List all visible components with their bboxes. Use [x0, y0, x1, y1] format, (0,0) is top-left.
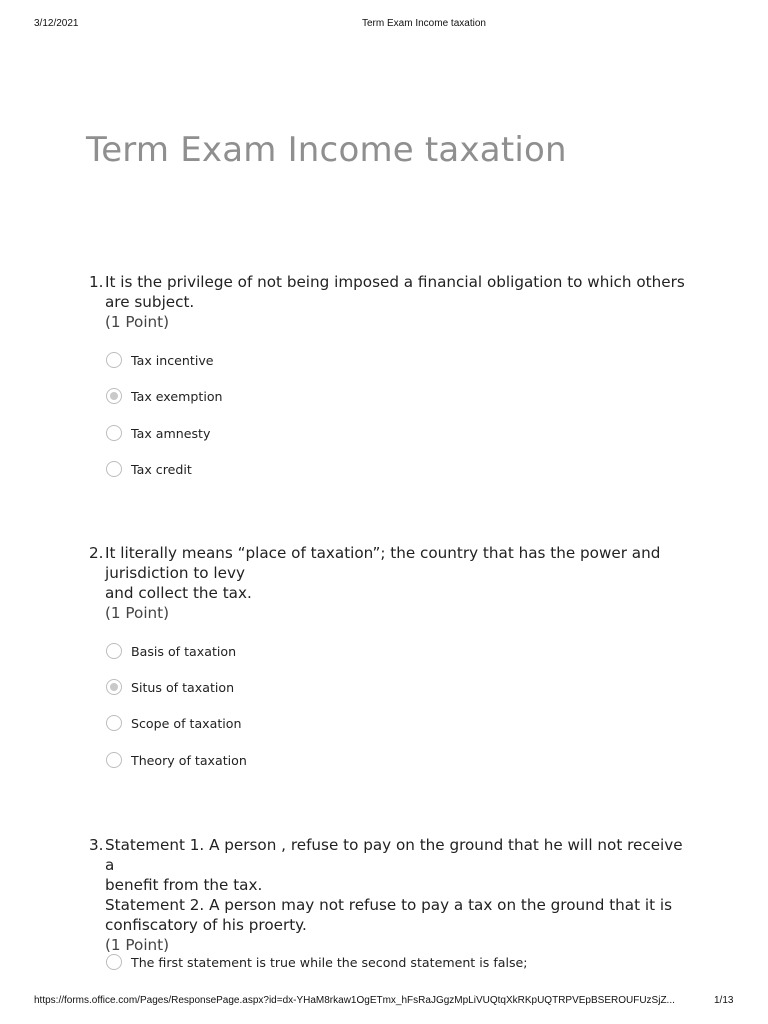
option-scope-of-taxation[interactable] [106, 713, 241, 733]
question-2-text [89, 543, 689, 623]
print-date: 3/12/2021 [34, 18, 79, 29]
question-line: It literally means “place of taxation”; the country that has the power and [105, 544, 661, 562]
question-points: (1 Point) [105, 604, 170, 622]
question-points: (1 Point) [105, 313, 170, 331]
question-1 [89, 272, 689, 332]
option-tax-incentive[interactable] [106, 350, 214, 370]
question-points: (1 Point) [105, 936, 170, 954]
question-line: It is the privilege of not being imposed a financial obligation to which others [105, 273, 685, 291]
print-header-title: Term Exam Income taxation [362, 18, 486, 29]
page-number: 1/13 [714, 995, 734, 1006]
question-1-text [89, 272, 689, 332]
question-3 [89, 835, 689, 955]
option-label: The first statement is true while the second statement is false; [131, 954, 528, 970]
question-number: 3. [89, 836, 104, 854]
question-line: Statement 2. A person may not refuse to pay a tax on the ground that it is [105, 896, 673, 914]
question-line: confiscatory of his proerty. [105, 916, 307, 934]
option-theory-of-taxation[interactable] [106, 750, 247, 770]
question-number: 1. [89, 273, 104, 291]
option-tax-credit[interactable] [106, 459, 192, 479]
question-line: are subject. [105, 293, 195, 311]
option-label: Situs of taxation [131, 679, 235, 695]
radio-button[interactable] [106, 954, 122, 970]
form-title: Term Exam Income taxation [86, 130, 567, 170]
option-tax-amnesty[interactable] [106, 423, 210, 443]
question-line: benefit from the tax. [105, 876, 263, 894]
option-label: Tax exemption [131, 388, 223, 404]
option-label: Basis of taxation [131, 643, 237, 659]
option-label: Theory of taxation [131, 752, 247, 768]
option-label: Tax incentive [131, 352, 214, 368]
option-tax-exemption[interactable] [106, 386, 223, 406]
question-line: Statement 1. A person , refuse to pay on the ground that he will not receive a [105, 836, 683, 874]
radio-button-selected[interactable] [106, 388, 122, 404]
print-url: https://forms.office.com/Pages/ResponsePage.aspx?id=dx-YHaM8rkaw1OgETmx_hFsRaJGgzMpLiVUQtqXkRKpUQTRPVEpBSEROUFUzSjZ... [34, 995, 675, 1006]
option-basis-of-taxation[interactable] [106, 641, 236, 661]
question-line: and collect the tax. [105, 584, 252, 602]
question-2 [89, 543, 689, 623]
question-3-text [89, 835, 689, 955]
radio-button[interactable] [106, 643, 122, 659]
radio-button[interactable] [106, 352, 122, 368]
option-label: Scope of taxation [131, 715, 242, 731]
radio-button[interactable] [106, 461, 122, 477]
radio-button[interactable] [106, 425, 122, 441]
radio-button[interactable] [106, 715, 122, 731]
option-label: Tax amnesty [131, 425, 211, 441]
option-first-true-second-false[interactable] [106, 952, 528, 972]
option-situs-of-taxation[interactable] [106, 677, 234, 697]
question-number: 2. [89, 544, 104, 562]
radio-button[interactable] [106, 752, 122, 768]
radio-button-selected[interactable] [106, 679, 122, 695]
option-label: Tax credit [131, 461, 192, 477]
question-line: jurisdiction to levy [105, 564, 245, 582]
